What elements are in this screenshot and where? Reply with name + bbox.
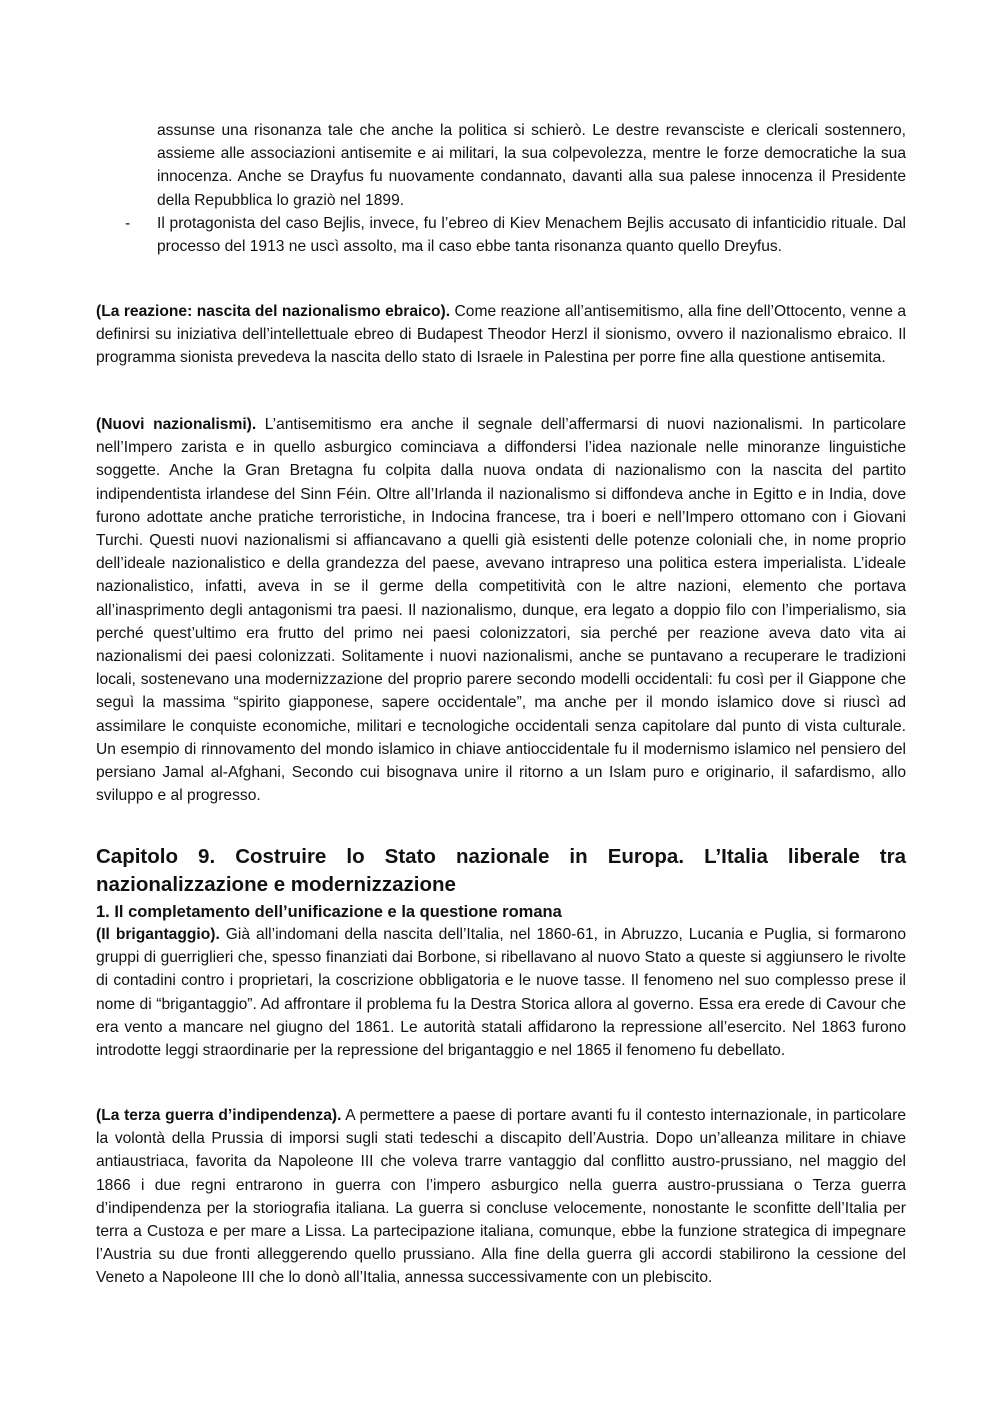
paragraph-nazionalismo-ebraico	[96, 300, 906, 370]
list-item	[96, 119, 906, 212]
chapter-title: Capitolo 9. Costruire lo Stato nazionale in Europa. L’Italia liberale tra nazionalizzazione e modernizzazione	[96, 845, 906, 896]
list-item-text: assunse una risonanza tale che anche la politica si schierò. Le destre revansciste e clericali sostennero, assieme alle associazioni antisemite e ai militari, la sua colpevolezza, mentre le forze democratiche la sua innocenza. Anche se Drayfus fu nuovamente condannato, davanti alla sua palese innocenza il Presidente della Repubblica lo graziò nel 1899.	[157, 122, 906, 209]
paragraph-heading: (La reazione: nascita del nazionalismo ebraico).	[96, 303, 451, 320]
list-item-text: Il protagonista del caso Bejlis, invece, fu l’ebreo di Kiev Menachem Bejlis accusato di infanticidio rituale. Dal processo del 1913 ne uscì assolto, ma il caso ebbe tanta risonanza quanto quello Dreyfus.	[157, 214, 906, 256]
paragraph-heading: (Il brigantaggio).	[96, 926, 220, 943]
paragraph-text: Già all’indomani della nascita dell’Italia, nel 1860-61, in Abruzzo, Lucania e Puglia, si formarono gruppi di guerriglieri che, spesso finanziati dai Borbone, si ribellavano al nuovo Stato a queste si aggiunsero le rivolte di contadini contro i proprietari, la coscrizione obbligatoria e le nuove tasse. Il fenomeno nel suo complesso prese il nome di “brigantaggio”. Ad affrontare il problema fu la Destra Storica allora al governo. Essa era erede di Cavour che era vento a mancare nel giugno del 1861. Le autorità statali affidarono la repressione all’esercito. Nel 1863 furono introdotte leggi straordinarie per la repressione del brigantaggio e nel 1865 il fenomeno fu debellato.	[96, 926, 907, 1060]
list-bullet: -	[125, 214, 131, 232]
paragraph-heading: (Nuovi nazionalismi).	[96, 416, 257, 433]
paragraph-text: A permettere a paese di portare avanti fu il contesto internazionale, in particolare la volontà della Prussia di imporsi sugli stati tedeschi a discapito dell’Austria. Dopo un’alleanza militare in chiave antiaustriaca, favorita da Napoleone III che voleva trarre vantaggio dal conflitto austro-prussiano, nel maggio del 1866 i due regni entrarono in guerra con l’impero asburgico nella guerra austro-prussiana o Terza guerra d’indipendenza per la storiografia italiana. La guerra si concluse velocemente, nonostante le sconfitte dell’Italia per terra a Custoza e per mare a Lissa. La partecipazione italiana, comunque, ebbe la funzione strategica di impegnare l’Austria su due fronti alleggerendo quello prussiano. Alla fine della guerra gli accordi stabilirono la cessione del Veneto a Napoleone III che lo donò all’Italia, annessa successivamente con un plebiscito.	[96, 1107, 906, 1287]
paragraph-text: Come reazione all’antisemitismo, alla fine dell’Ottocento, venne a definirsi su iniziativa dell’intellettuale ebreo di Budapest Theodor Herzl il sionismo, ovvero il nazionalismo ebraico. Il programma sionista prevedeva la nascita dello stato di Israele in Palestina per porre fine alla questione antisemita.	[96, 303, 906, 367]
paragraph-text: L’antisemitismo era anche il segnale dell’affermarsi di nuovi nazionalismi. In particolare nell’Impero zarista e in quello asburgico cominciava a diffondersi l’idea nazionale nelle minoranze linguistiche soggette. Anche la Gran Bretagna fu colpita dalla nuova ondata di nazionalismo con la nascita del partito indipendentista irlandese del Sinn Féin. Oltre all’Irlanda il nazionalismo si diffondeva anche in Egitto e in India, dove furono adottate anche pratiche terroristiche, in Indocina francese, tra i boeri e nell’Impero ottomano con i Giovani Turchi. Questi nuovi nazionalismi si affiancavano a quelli già esistenti delle potenze coloniali che, in nome proprio dell’ideale nazionalistico e della grandezza del paese, avevano intrapreso una politica estera imperialista. L’ideale nazionalistico, infatti, aveva in se il germe della competitività con le altre nazioni, elemento che portava all’inasprimento degli antagonismi tra paesi. Il nazionalismo, dunque, era legato a doppio filo con l’imperialismo, sia perché quest’ultimo era frutto del primo nei paesi colonizzatori, sia perché per reazione aveva dato vita ai nazionalismi dei paesi colonizzati. Solitamente i nuovi nazionalismi, anche se puntavano a recuperare le tradizioni locali, sostenevano una modernizzazione del proprio parere secondo modelli occidentali: fu così per il Giappone che seguì la massima “spirito giapponese, sapere occidentale”, ma anche per il mondo islamico dove si riuscì ad assimilare le conquiste economiche, militari e tecnologiche occidentali senza capitolare dal punto di vista culturale. Un esempio di rinnovamento del mondo islamico in chiave antioccidentale fu il modernismo islamico nel pensiero del persiano Jamal al-Afghani, Secondo cui bisognava unire il ritorno a un Islam puro e originario, il safardismo, allo sviluppo e al progresso.	[96, 416, 906, 805]
paragraph-brigantaggio	[96, 923, 906, 1062]
paragraph-nuovi-nazionalismi	[96, 413, 906, 807]
list-item	[96, 212, 906, 258]
paragraph-heading: (La terza guerra d’indipendenza).	[96, 1107, 342, 1124]
paragraph-terza-guerra	[96, 1104, 906, 1290]
section-title: 1. Il completamento dell’unificazione e la questione romana	[96, 903, 562, 921]
bullet-list	[96, 119, 906, 258]
